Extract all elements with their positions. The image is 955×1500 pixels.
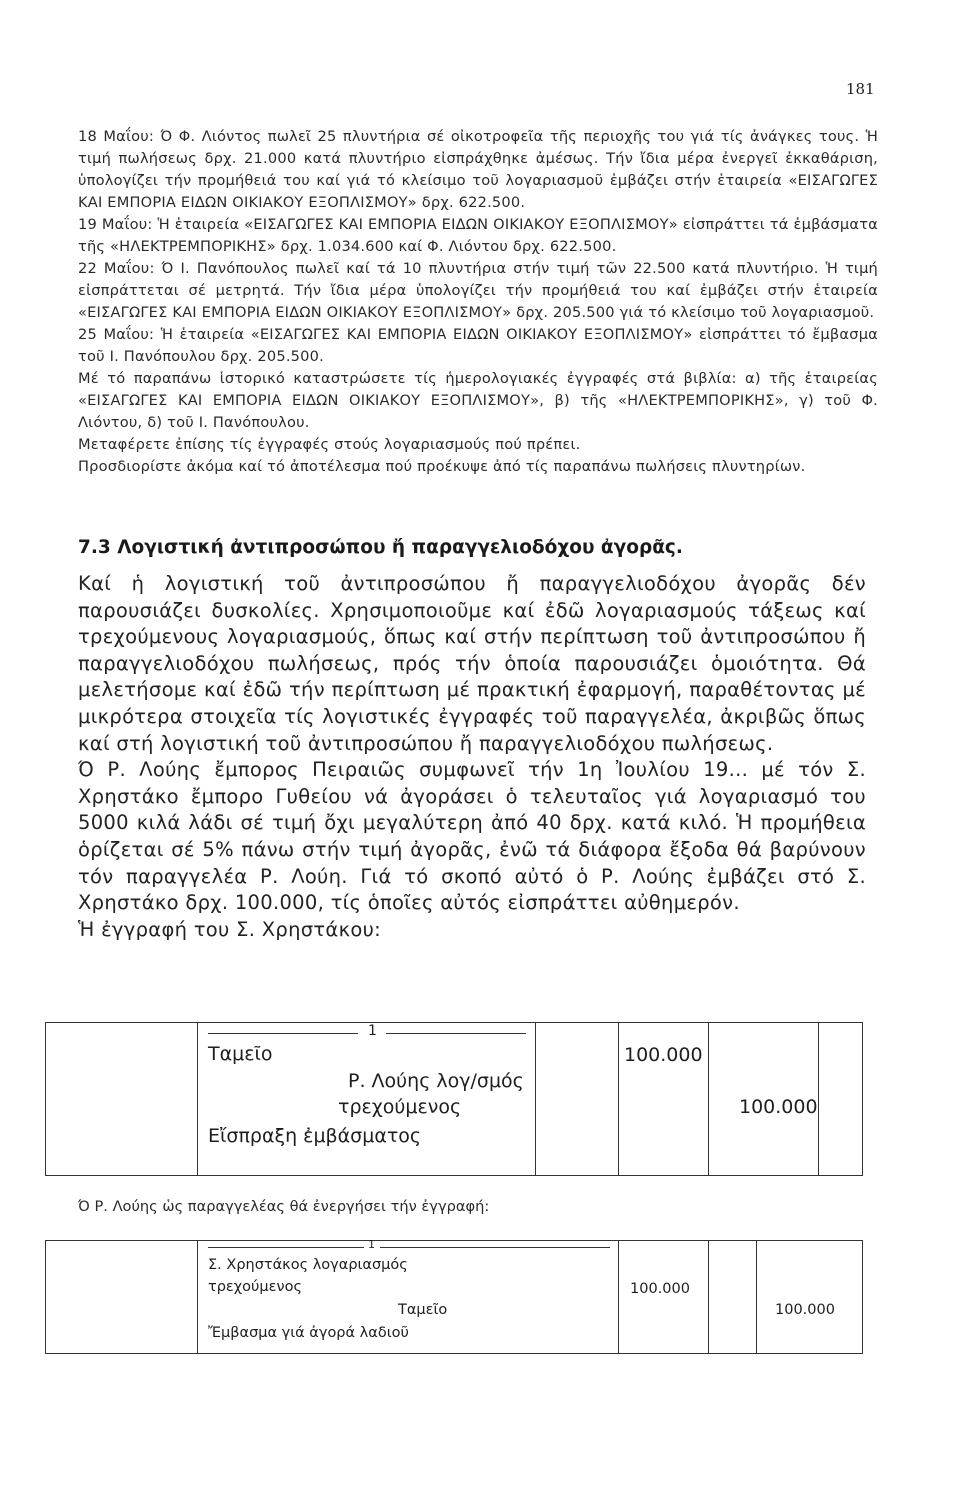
journal-2-column-line	[197, 1241, 198, 1353]
paragraph-22-may: 22 Μαΐου: Ό Ι. Πανόπουλος πωλεῖ καί τά 10 πλυντήρια στήν τιμή τῶν 22.500 κατά πλυντήριο. Ἡ τιμή εἰσπράττεται σέ μετρητά. Τήν ἴδια μέρα ὑπολογίζει τήν προμήθειά του καί ἐμβάζει στήν ἑταιρεία «ΕΙΣΑΓΩΓΕΣ ΚΑΙ ΕΜΠΟΡΙΑ ΕΙΔΩΝ ΟΙΚΙΑΚΟΥ ΕΞΟΠΛΙΣΜΟΥ» δρχ. 205.500 γιά τό κλείσιμο τοῦ λογαριασμοῦ.	[78, 260, 878, 321]
paragraph-18-may: 18 Μαΐου: Ό Φ. Λιόντος πωλεῖ 25 πλυντήρια σέ οἰκοτροφεῖα τῆς περιοχῆς του γιά τίς ἀνάγκες τους. Ἡ τιμή πωλήσεως δρχ. 21.000 κατά πλυντήριο εἰσπράχθηκε ἀμέσως. Τήν ἴδια μέρα ἐνεργεῖ ἐκκαθάριση, ὑπολογίζει τήν προμήθειά του καί γιά τό κλείσιμο τοῦ λογαριασμοῦ ἐμβάζει στήν ἑταιρεία «ΕΙΣΑΓΩΓΕΣ ΚΑΙ ΕΜΠΟΡΙΑ ΕΙΔΩΝ ΟΙΚΙΑΚΟΥ ΕΞΟΠΛΙΣΜΟΥ» δρχ. 622.500.	[78, 128, 878, 211]
journal-2-entry-number: 1	[368, 1238, 375, 1251]
journal-entry-2	[45, 1240, 863, 1354]
paragraph-result: Προσδιορίστε ἀκόμα καί τό ἀποτέλεσμα πού προέκυψε ἀπό τίς παραπάνω πωλήσεις πλυντηρίων.	[78, 458, 806, 475]
journal-1-rule-left	[208, 1033, 358, 1034]
journal-1-credit-account-line2: τρεχούμενος	[338, 1096, 462, 1118]
section-body	[78, 571, 866, 943]
exercise-text	[78, 126, 878, 478]
paragraph-25-may: 25 Μαΐου: Ἡ ἑταιρεία «ΕΙΣΑΓΩΓΕΣ ΚΑΙ ΕΜΠΟΡΙΑ ΕΙΔΩΝ ΟΙΚΙΑΚΟΥ ΕΞΟΠΛΙΣΜΟΥ» εἰσπράττει τό ἔμβασμα τοῦ Ι. Πανόπουλου δρχ. 205.500.	[78, 326, 878, 365]
journal-1-entry-number: 1	[368, 1023, 377, 1039]
journal-1-column-line	[535, 1023, 536, 1175]
journal-2-column-line	[756, 1241, 757, 1353]
section-heading: 7.3 Λογιστική ἀντιπροσώπου ἤ παραγγελιοδόχου ἀγορᾶς.	[78, 537, 683, 558]
journal-2-rule-left	[208, 1247, 364, 1248]
journal-2-debit-account-line1: Σ. Χρηστάκος λογαριασμός	[208, 1257, 408, 1273]
section-paragraph-1: Καί ἡ λογιστική τοῦ ἀντιπροσώπου ἤ παραγγελιοδόχου ἀγορᾶς δέν παρουσιάζει δυσκολίες. Χρησιμοποιοῦμε καί ἐδῶ λογαριασμούς τάξεως καί τρεχούμενους λογαριασμούς, ὅπως καί στήν περίπτωση τοῦ ἀντιπροσώπου ἤ παραγγελιοδόχου πωλήσεως, πρός τήν ὁποία παρουσιάζει ὁμοιότητα. Θά μελετήσομε καί ἐδῶ τήν περίπτωση μέ πρακτική ἐφαρμογή, παραθέτοντας μέ μικρότερα στοιχεῖα τίς λογιστικές ἐγγραφές τοῦ παραγγελέα, ἀκριβῶς ὅπως καί στή λογιστική τοῦ ἀντιπροσώπου ἤ παραγγελιοδόχου πωλήσεως.	[78, 572, 866, 755]
journal-2-credit-amount: 100.000	[775, 1302, 835, 1318]
page-number: 181	[846, 80, 875, 98]
journal-2-credit-account: Ταμεῖο	[398, 1302, 448, 1318]
section-paragraph-3: Ἡ ἐγγραφή του Σ. Χρηστάκου:	[78, 917, 382, 941]
journal-2-debit-amount: 100.000	[630, 1281, 690, 1297]
paragraph-transfer: Μεταφέρετε ἐπίσης τίς ἐγγραφές στούς λογαριασμούς πού πρέπει.	[78, 436, 581, 453]
journal-2-debit-account-line2: τρεχούμενος	[208, 1279, 302, 1295]
journal-1-column-line	[708, 1023, 709, 1175]
journal-1-column-line	[618, 1023, 619, 1175]
section-paragraph-2: Ό Ρ. Λούης ἔμπορος Πειραιῶς συμφωνεῖ τήν 1η Ἰουλίου 19... μέ τόν Σ. Χρηστάκο ἔμπορο Γυθείου νά ἀγοράσει ὁ τελευταῖος γιά λογαριασμό του 5000 κιλά λάδι σέ τιμή ὄχι μεγαλύτερη ἀπό 40 δρχ. κατά κιλό. Ἡ προμήθεια ὁρίζεται σέ 5% πάνω στήν τιμή ἀγορᾶς, ἐνῶ τά διάφορα ἔξοδα θά βαρύνουν τόν παραγγελέα Ρ. Λούη. Γιά τό σκοπό αὐτό ὁ Ρ. Λούης ἐμβάζει στό Σ. Χρηστάκο δρχ. 100.000, τίς ὁποῖες αὐτός εἰσπράττει αὐθημερόν.	[78, 758, 866, 915]
paragraph-19-may: 19 Μαΐου: Ἡ ἑταιρεία «ΕΙΣΑΓΩΓΕΣ ΚΑΙ ΕΜΠΟΡΙΑ ΕΙΔΩΝ ΟΙΚΙΑΚΟΥ ΕΞΟΠΛΙΣΜΟΥ» εἰσπράττει τά ἐμβάσματα τῆς «ΗΛΕΚΤΡΕΜΠΟΡΙΚΗΣ» δρχ. 1.034.600 καί Φ. Λιόντου δρχ. 622.500.	[78, 216, 878, 255]
journal-1-credit-amount: 100.000	[739, 1096, 818, 1118]
journal-1-debit-account: Ταμεῖο	[208, 1043, 273, 1065]
journal-1-description: Εἴσπραξη ἐμβάσματος	[208, 1125, 422, 1147]
journal-2-intro: Ό Ρ. Λούης ὡς παραγγελέας θά ἐνεργήσει τήν ἐγγραφή:	[78, 1198, 490, 1215]
journal-entry-1	[45, 1022, 863, 1176]
journal-2-column-line	[708, 1241, 709, 1353]
journal-2-description: Ἔμβασμα γιά ἀγορά λαδιοῦ	[208, 1325, 409, 1341]
journal-1-column-line	[818, 1023, 819, 1175]
journal-2-column-line	[618, 1241, 619, 1353]
journal-2-rule-right	[380, 1247, 610, 1248]
paragraph-instructions: Μέ τό παραπάνω ἱστορικό καταστρώσετε τίς ἡμερολογιακές ἐγγραφές στά βιβλία: α) τῆς ἑταιρείας «ΕΙΣΑΓΩΓΕΣ ΚΑΙ ΕΜΠΟΡΙΑ ΕΙΔΩΝ ΟΙΚΙΑΚΟΥ ΕΞΟΠΛΙΣΜΟΥ», β) τῆς «ΗΛΕΚΤΡΕΜΠΟΡΙΚΗΣ», γ) τοῦ Φ. Λιόντου, δ) τοῦ Ι. Πανόπουλου.	[78, 370, 878, 431]
journal-1-rule-right	[386, 1033, 526, 1034]
journal-1-credit-account-line1: Ρ. Λούης λογ/σμός	[348, 1070, 524, 1092]
journal-1-column-line	[197, 1023, 198, 1175]
journal-1-debit-amount: 100.000	[624, 1044, 703, 1066]
